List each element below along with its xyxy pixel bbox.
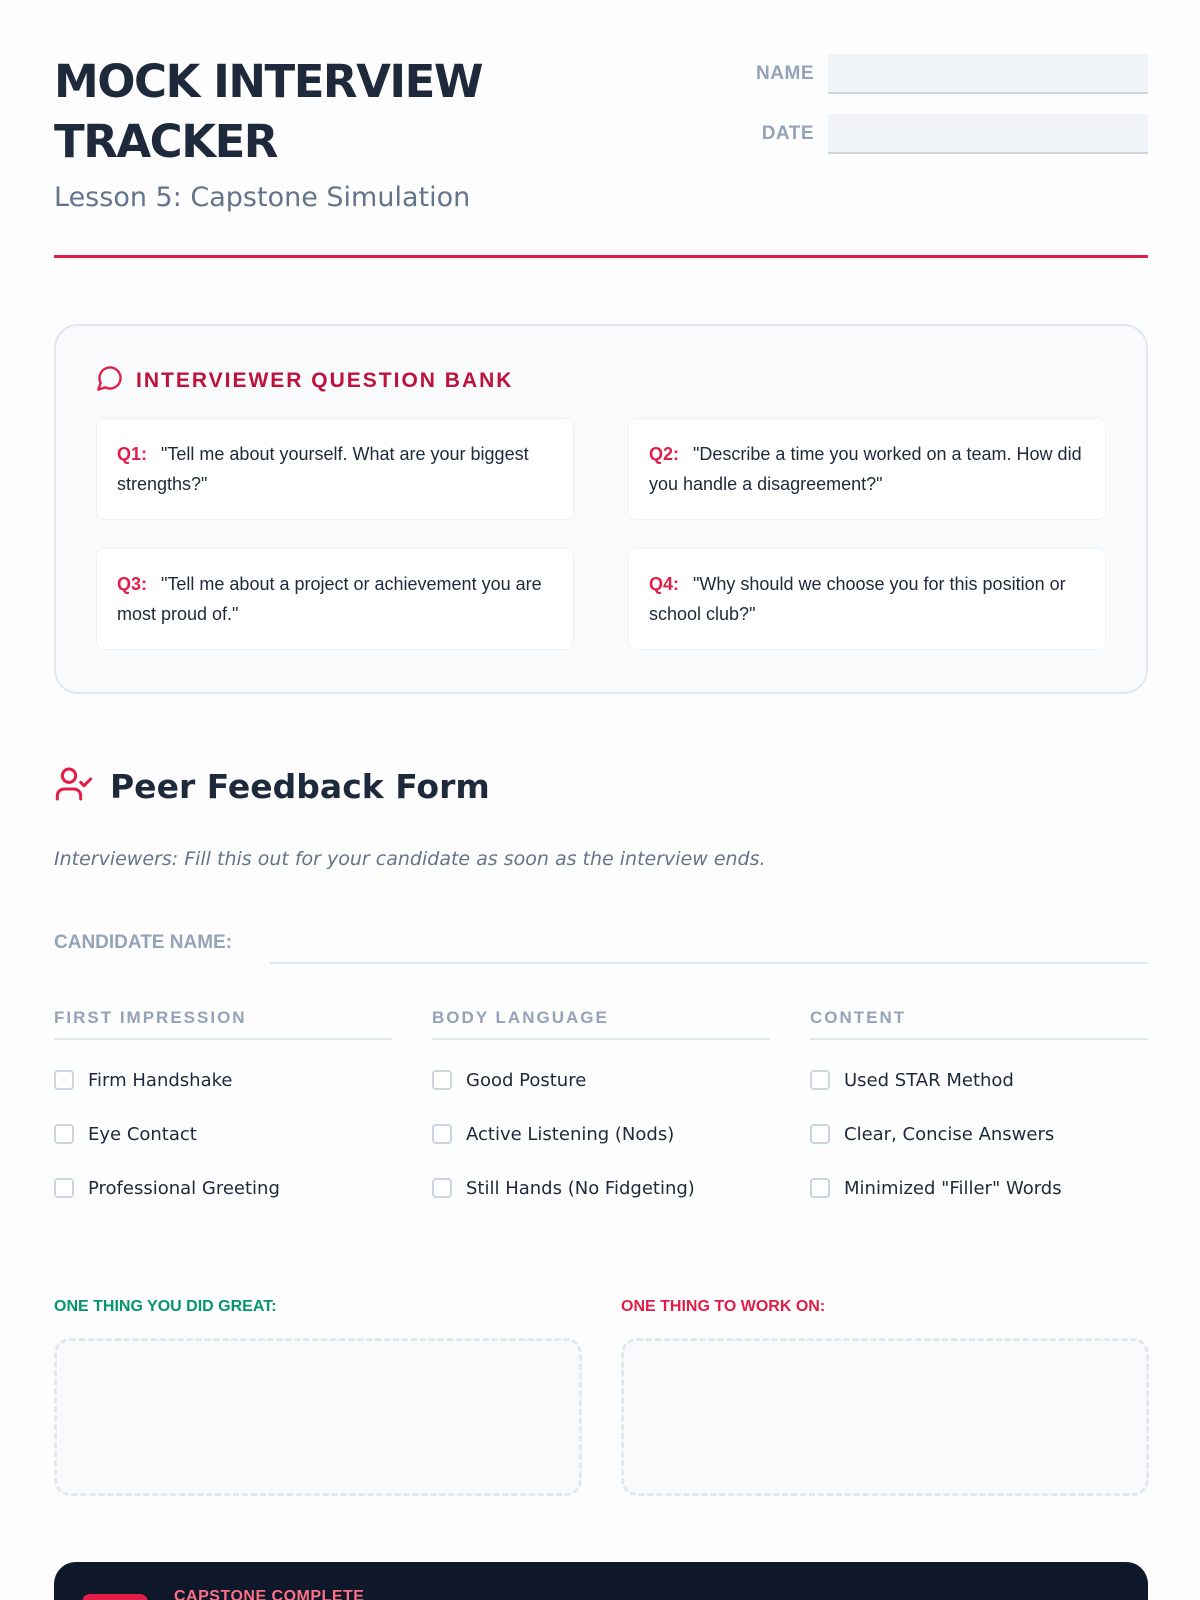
date-label: DATE [761,123,814,144]
column-heading: BODY LANGUAGE [432,1008,770,1040]
checklist-body-language [432,1008,770,1202]
name-label: NAME [756,63,814,84]
checkbox[interactable] [810,1070,830,1090]
question-text: "Tell me about a project or achievement you are most proud of." [117,574,542,624]
question-card [96,418,574,520]
checkbox[interactable] [54,1178,74,1198]
column-heading: FIRST IMPRESSION [54,1008,392,1040]
checklist-label: Good Posture [466,1069,587,1091]
checkbox[interactable] [54,1124,74,1144]
checklist-item[interactable] [54,1066,392,1094]
question-number: Q3: [117,574,148,594]
page-title: MOCK INTERVIEW TRACKER [54,55,483,168]
candidate-name-field[interactable] [270,930,1148,964]
question-card [628,548,1106,650]
checkbox[interactable] [810,1178,830,1198]
checklist-label: Professional Greeting [88,1177,280,1199]
checklist-label: Used STAR Method [844,1069,1014,1091]
checklist-item[interactable] [54,1120,392,1148]
checklist-content [810,1008,1148,1202]
column-heading: CONTENT [810,1008,1148,1040]
date-field[interactable] [828,114,1148,154]
question-number: Q2: [649,444,680,464]
checklist-label: Eye Contact [88,1123,197,1145]
question-bank [54,324,1148,694]
user-check-icon [54,764,94,809]
checkbox[interactable] [432,1178,452,1198]
question-text: "Describe a time you worked on a team. How did you handle a disagreement?" [649,444,1082,494]
checklist-item[interactable] [810,1066,1148,1094]
checklist-first-impression [54,1008,392,1202]
checklist-item[interactable] [432,1174,770,1202]
work-on-label: ONE THING TO WORK ON: [621,1298,826,1315]
date-row [744,114,1148,154]
name-field[interactable] [828,54,1148,94]
feedback-title: Peer Feedback Form [110,767,490,806]
worksheet-header [54,52,1148,258]
candidate-name-label: CANDIDATE NAME: [54,932,233,953]
checkbox[interactable] [810,1124,830,1144]
name-row [744,54,1148,94]
checklist-item[interactable] [810,1120,1148,1148]
question-card [628,418,1106,520]
checklist-label: Active Listening (Nods) [466,1123,675,1145]
question-text: "Why should we choose you for this position or school club?" [649,574,1066,624]
checklist-item[interactable] [432,1120,770,1148]
checklist-label: Clear, Concise Answers [844,1123,1055,1145]
page-subtitle: Lesson 5: Capstone Simulation [54,182,471,213]
student-info [744,54,1148,174]
checklist-label: Still Hands (No Fidgeting) [466,1177,695,1199]
checklist-item[interactable] [54,1174,392,1202]
capstone-banner [54,1562,1148,1600]
feedback-header [54,764,490,809]
checkbox[interactable] [432,1124,452,1144]
checkbox[interactable] [432,1070,452,1090]
question-bank-header [96,364,513,397]
checklist-label: Minimized "Filler" Words [844,1177,1062,1199]
checklist-item[interactable] [810,1174,1148,1202]
work-on-textarea[interactable] [621,1338,1149,1496]
did-great-label: ONE THING YOU DID GREAT: [54,1298,277,1315]
question-card [96,548,574,650]
question-number: Q4: [649,574,680,594]
checklist-item[interactable] [432,1066,770,1094]
candidate-name-row [54,920,1148,954]
did-great-textarea[interactable] [54,1338,582,1496]
question-text: "Tell me about yourself. What are your biggest strengths?" [117,444,529,494]
banner-text: CAPSTONE COMPLETE [174,1588,365,1600]
chat-bubble-icon [96,364,124,397]
question-number: Q1: [117,444,148,464]
feedback-instructions: Interviewers: Fill this out for your candidate as soon as the interview ends. [54,848,766,870]
question-bank-title: INTERVIEWER QUESTION BANK [136,368,514,392]
checkbox[interactable] [54,1070,74,1090]
banner-badge [82,1594,148,1600]
checklist-label: Firm Handshake [88,1069,233,1091]
